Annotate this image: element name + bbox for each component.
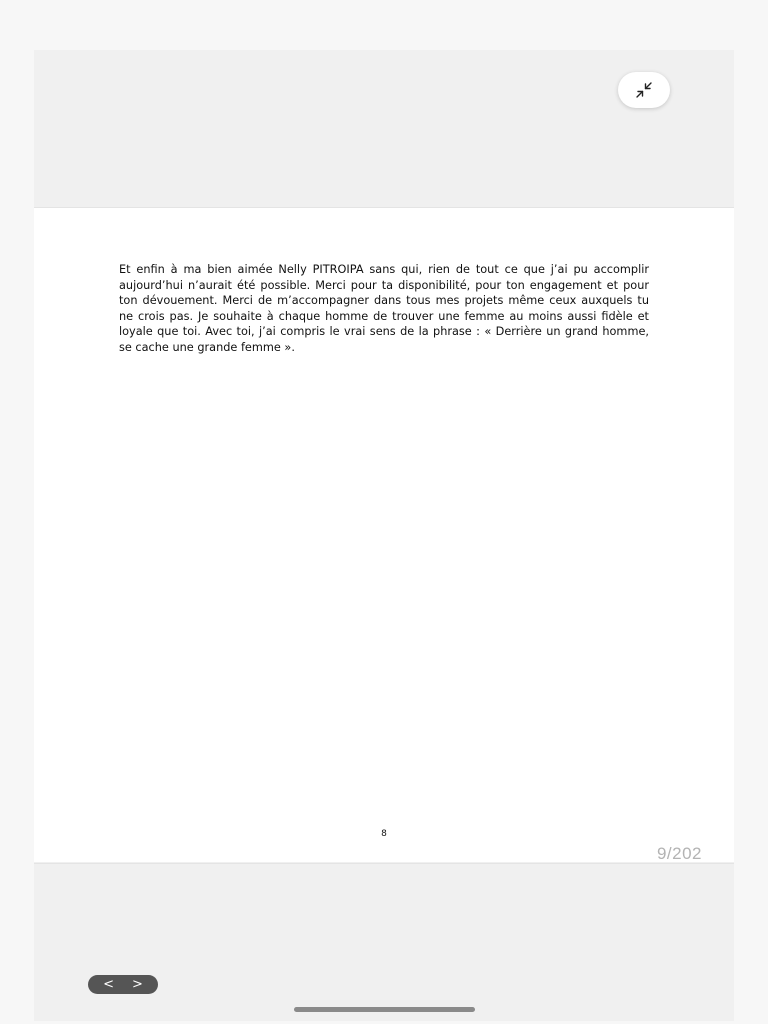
next-page-button[interactable]: > [132, 977, 143, 992]
collapse-button[interactable] [618, 72, 670, 108]
bottom-toolbar [34, 863, 734, 1021]
page-body-text: Et enfin à ma bien aimée Nelly PITROIPA sans qui, rien de tout ce que j’ai pu accomplir aujourd’hui n’aurait été possible. Merci pour ta disponibilité, pour ton engagement et pour ton dévouement. Merci de m’accompagner dans tous mes projets même ceux auxquels tu ne crois pas. Je souhaite à chaque homme de trouver une femme au moins aussi fidèle et loyale que toi. Avec toi, j’ai compris le vrai sens de la phrase : « Derrière un grand homme, se cache une grande femme ». [119, 263, 649, 354]
page-number: 8 [381, 829, 387, 839]
document-page [34, 208, 734, 862]
page-navigation [88, 975, 158, 994]
collapse-arrows-icon [634, 80, 654, 100]
home-indicator[interactable] [294, 1007, 475, 1012]
document-viewer [34, 50, 734, 1020]
previous-page-button[interactable]: < [103, 977, 114, 992]
page-counter: 9/202 [656, 844, 702, 863]
top-toolbar [34, 50, 734, 208]
